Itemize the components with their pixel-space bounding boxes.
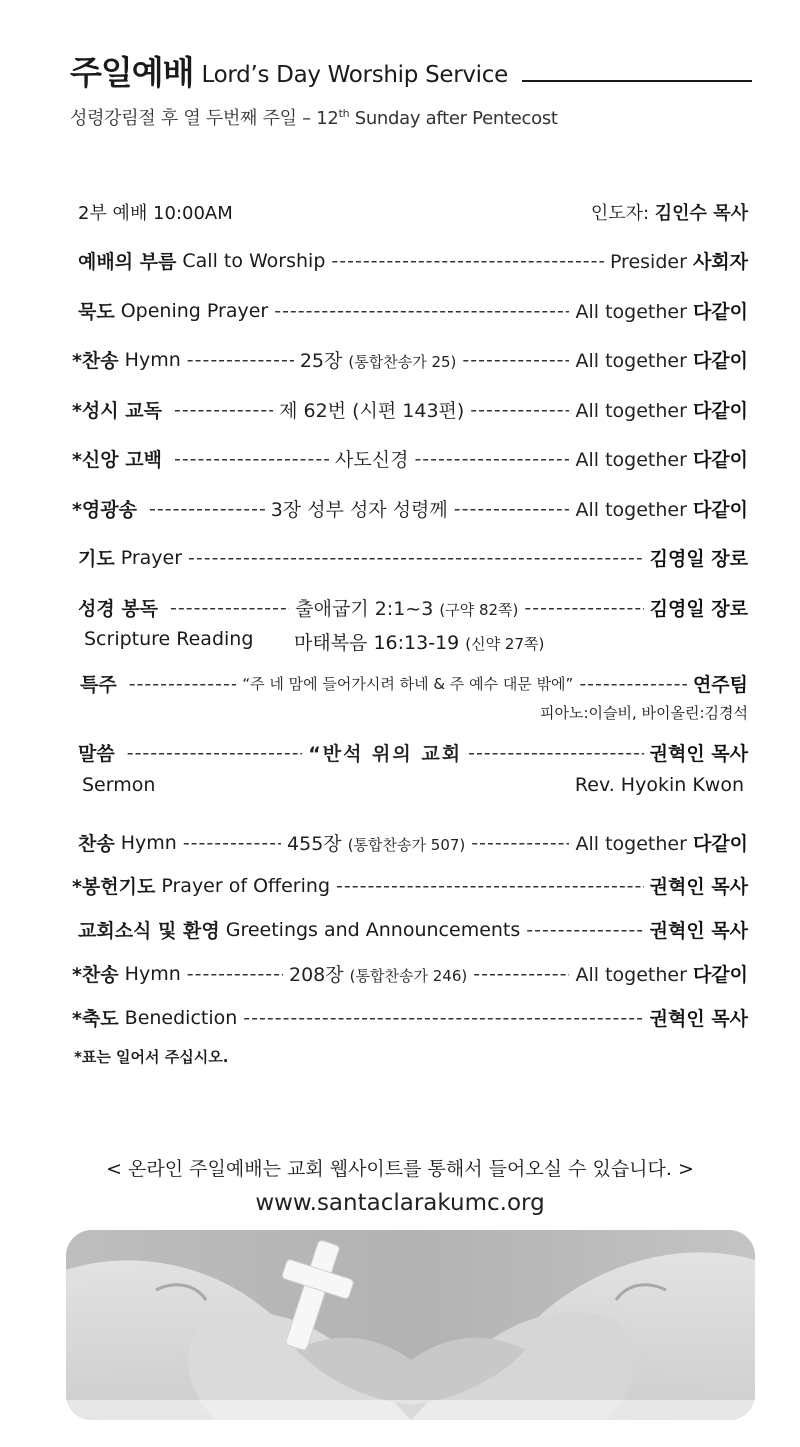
item-responsible: 권혁인 목사: [649, 743, 749, 765]
item-english: Opening Prayer: [120, 299, 269, 322]
leader-dashes: [414, 448, 569, 470]
leader-dashes: [336, 875, 644, 897]
item-title: *축도: [72, 1008, 119, 1030]
subtitle-sup: th: [338, 107, 350, 120]
item-english: Benediction: [124, 1006, 238, 1029]
leader-dashes: [462, 349, 569, 371]
hands-cross-illustration: [66, 1230, 755, 1420]
leader-dashes: [331, 250, 604, 272]
header: [70, 52, 752, 130]
online-worship-message: < 온라인 주일예배는 교회 웹사이트를 통해서 들어오실 수 있습니다. >: [106, 1158, 694, 1180]
order-item-opening-prayer: [72, 297, 748, 324]
leader-dashes: [243, 1007, 643, 1029]
item-title: 묵도: [78, 301, 115, 323]
item-responsible: All together 다같이: [575, 833, 749, 855]
order-item-hymn-25: [72, 346, 748, 373]
item-english: Prayer: [120, 546, 183, 569]
item-responsible: All together 다같이: [575, 964, 749, 986]
leader-name: 김인수 목사: [654, 203, 748, 224]
leader-dashes: [468, 742, 644, 764]
item-title: *찬송: [72, 964, 119, 986]
order-item-offering-prayer: [72, 872, 748, 899]
leader-dashes: [187, 349, 294, 371]
item-detail: 사도신경: [335, 449, 409, 471]
item-title: *신앙 고백: [72, 449, 162, 471]
church-website-url[interactable]: www.santaclarakumc.org: [255, 1190, 545, 1216]
sermon-speaker-english: Rev. Hyokin Kwon: [574, 774, 744, 796]
order-item-special-music: [72, 670, 748, 697]
order-item-hymn-455: [72, 829, 748, 856]
order-item-call-to-worship: [72, 247, 748, 274]
leader-dashes: [183, 832, 281, 854]
item-responsible: 권혁인 목사: [649, 1008, 748, 1030]
item-title: 교회소식 및 환영: [78, 920, 220, 942]
item-detail: 3장 성부 성자 성령께: [270, 499, 448, 521]
leader-dashes: [149, 498, 265, 520]
leader-dashes: [526, 919, 643, 941]
sermon-title: “반석 위의 교회: [308, 743, 463, 765]
leader-dashes: [471, 832, 569, 854]
item-responsible: 김영일 장로: [649, 598, 749, 620]
item-responsible: 연주팀: [692, 674, 749, 696]
item-english: Hymn: [120, 831, 177, 854]
hands-holding-cross-photo: [66, 1230, 755, 1420]
leader-dashes: [524, 597, 643, 619]
order-item-announcements: [72, 916, 748, 943]
item-responsible: All together 다같이: [575, 499, 749, 521]
subtitle: [70, 104, 752, 130]
leader-dashes: [473, 963, 569, 985]
special-music-performers: 피아노:이슬비, 바이올린:김경석: [539, 704, 748, 722]
item-detail: 208장 (통합찬송가 246): [289, 964, 468, 986]
item-english: Hymn: [124, 962, 181, 985]
scripture-sub-text: 마태복음 16:13-19 (신약 27쪽): [294, 632, 545, 654]
order-item-creed: [72, 445, 748, 472]
item-title: *성시 교독: [72, 400, 162, 422]
order-item-responsive-reading: [72, 396, 748, 423]
order-item-gloria: [72, 495, 748, 522]
item-title: 성경 봉독: [78, 598, 159, 620]
service-time-row: [72, 200, 748, 224]
item-responsible: All together 다같이: [575, 301, 748, 323]
item-title: *찬송: [72, 350, 119, 372]
item-responsible: 권혁인 목사: [649, 920, 748, 942]
title-row: [70, 52, 752, 94]
item-english: Prayer of Offering: [161, 874, 331, 897]
item-detail: 455장 (통합찬송가 507): [287, 833, 466, 855]
leader-dashes: [188, 547, 644, 569]
item-detail: 출애굽기 2:1~3 (구약 82쪽): [295, 598, 519, 620]
item-title: 예배의 부름: [78, 251, 177, 273]
item-english: Hymn: [124, 348, 181, 371]
item-title: 찬송: [78, 833, 115, 855]
subtitle-text: 성령강림절 후 열 두번째 주일 – 12: [70, 108, 339, 129]
scripture-sub-english: Scripture Reading: [84, 628, 254, 650]
sermon-sub-english: Sermon: [82, 774, 156, 796]
leader-dashes: [470, 399, 569, 421]
item-english: Greetings and Announcements: [225, 918, 521, 941]
order-item-hymn-208: [72, 960, 748, 987]
item-detail: 제 62번 (시편 143편): [279, 400, 465, 422]
order-item-benediction: [72, 1004, 748, 1031]
item-responsible: 권혁인 목사: [649, 876, 748, 898]
item-detail: 25장 (통합찬송가 25): [299, 350, 457, 372]
order-item-sermon: [72, 739, 748, 766]
title-rule: [522, 80, 752, 82]
leader-label: 인도자:: [590, 203, 655, 224]
item-detail: “주 네 맘에 들어가시려 하네 & 주 예수 대문 밖에”: [242, 675, 574, 693]
order-item-scripture-reading: [72, 594, 748, 621]
order-item-prayer: [72, 544, 748, 571]
leader: [591, 199, 748, 225]
item-title: *봉헌기도: [72, 876, 156, 898]
item-title: 기도: [78, 548, 115, 570]
item-responsible: All together 다같이: [575, 400, 748, 422]
item-title: *영광송: [72, 499, 137, 521]
leader-dashes: [274, 300, 569, 322]
leader-dashes: [174, 399, 273, 421]
subtitle-english: Sunday after Pentecost: [349, 108, 558, 129]
title-korean: 주일예배: [70, 53, 194, 92]
leader-dashes: [129, 673, 237, 695]
item-title: 말씀: [78, 743, 115, 765]
item-responsible: All together 다같이: [575, 350, 748, 372]
item-responsible: 김영일 장로: [649, 548, 748, 570]
title-english: Lord’s Day Worship Service: [201, 62, 508, 88]
item-responsible: All together 다같이: [575, 449, 749, 471]
leader-dashes: [174, 448, 329, 470]
leader-dashes: [170, 597, 289, 619]
leader-dashes: [187, 963, 283, 985]
item-title: 특주: [80, 674, 117, 696]
standing-note: *표는 일어서 주십시오.: [74, 1048, 229, 1066]
item-english: Call to Worship: [182, 249, 326, 272]
leader-dashes: [127, 742, 303, 764]
leader-dashes: [579, 673, 687, 695]
leader-dashes: [454, 498, 570, 520]
item-responsible: Presider 사회자: [609, 251, 748, 273]
service-time: 2부 예배 10:00AM: [78, 203, 233, 224]
